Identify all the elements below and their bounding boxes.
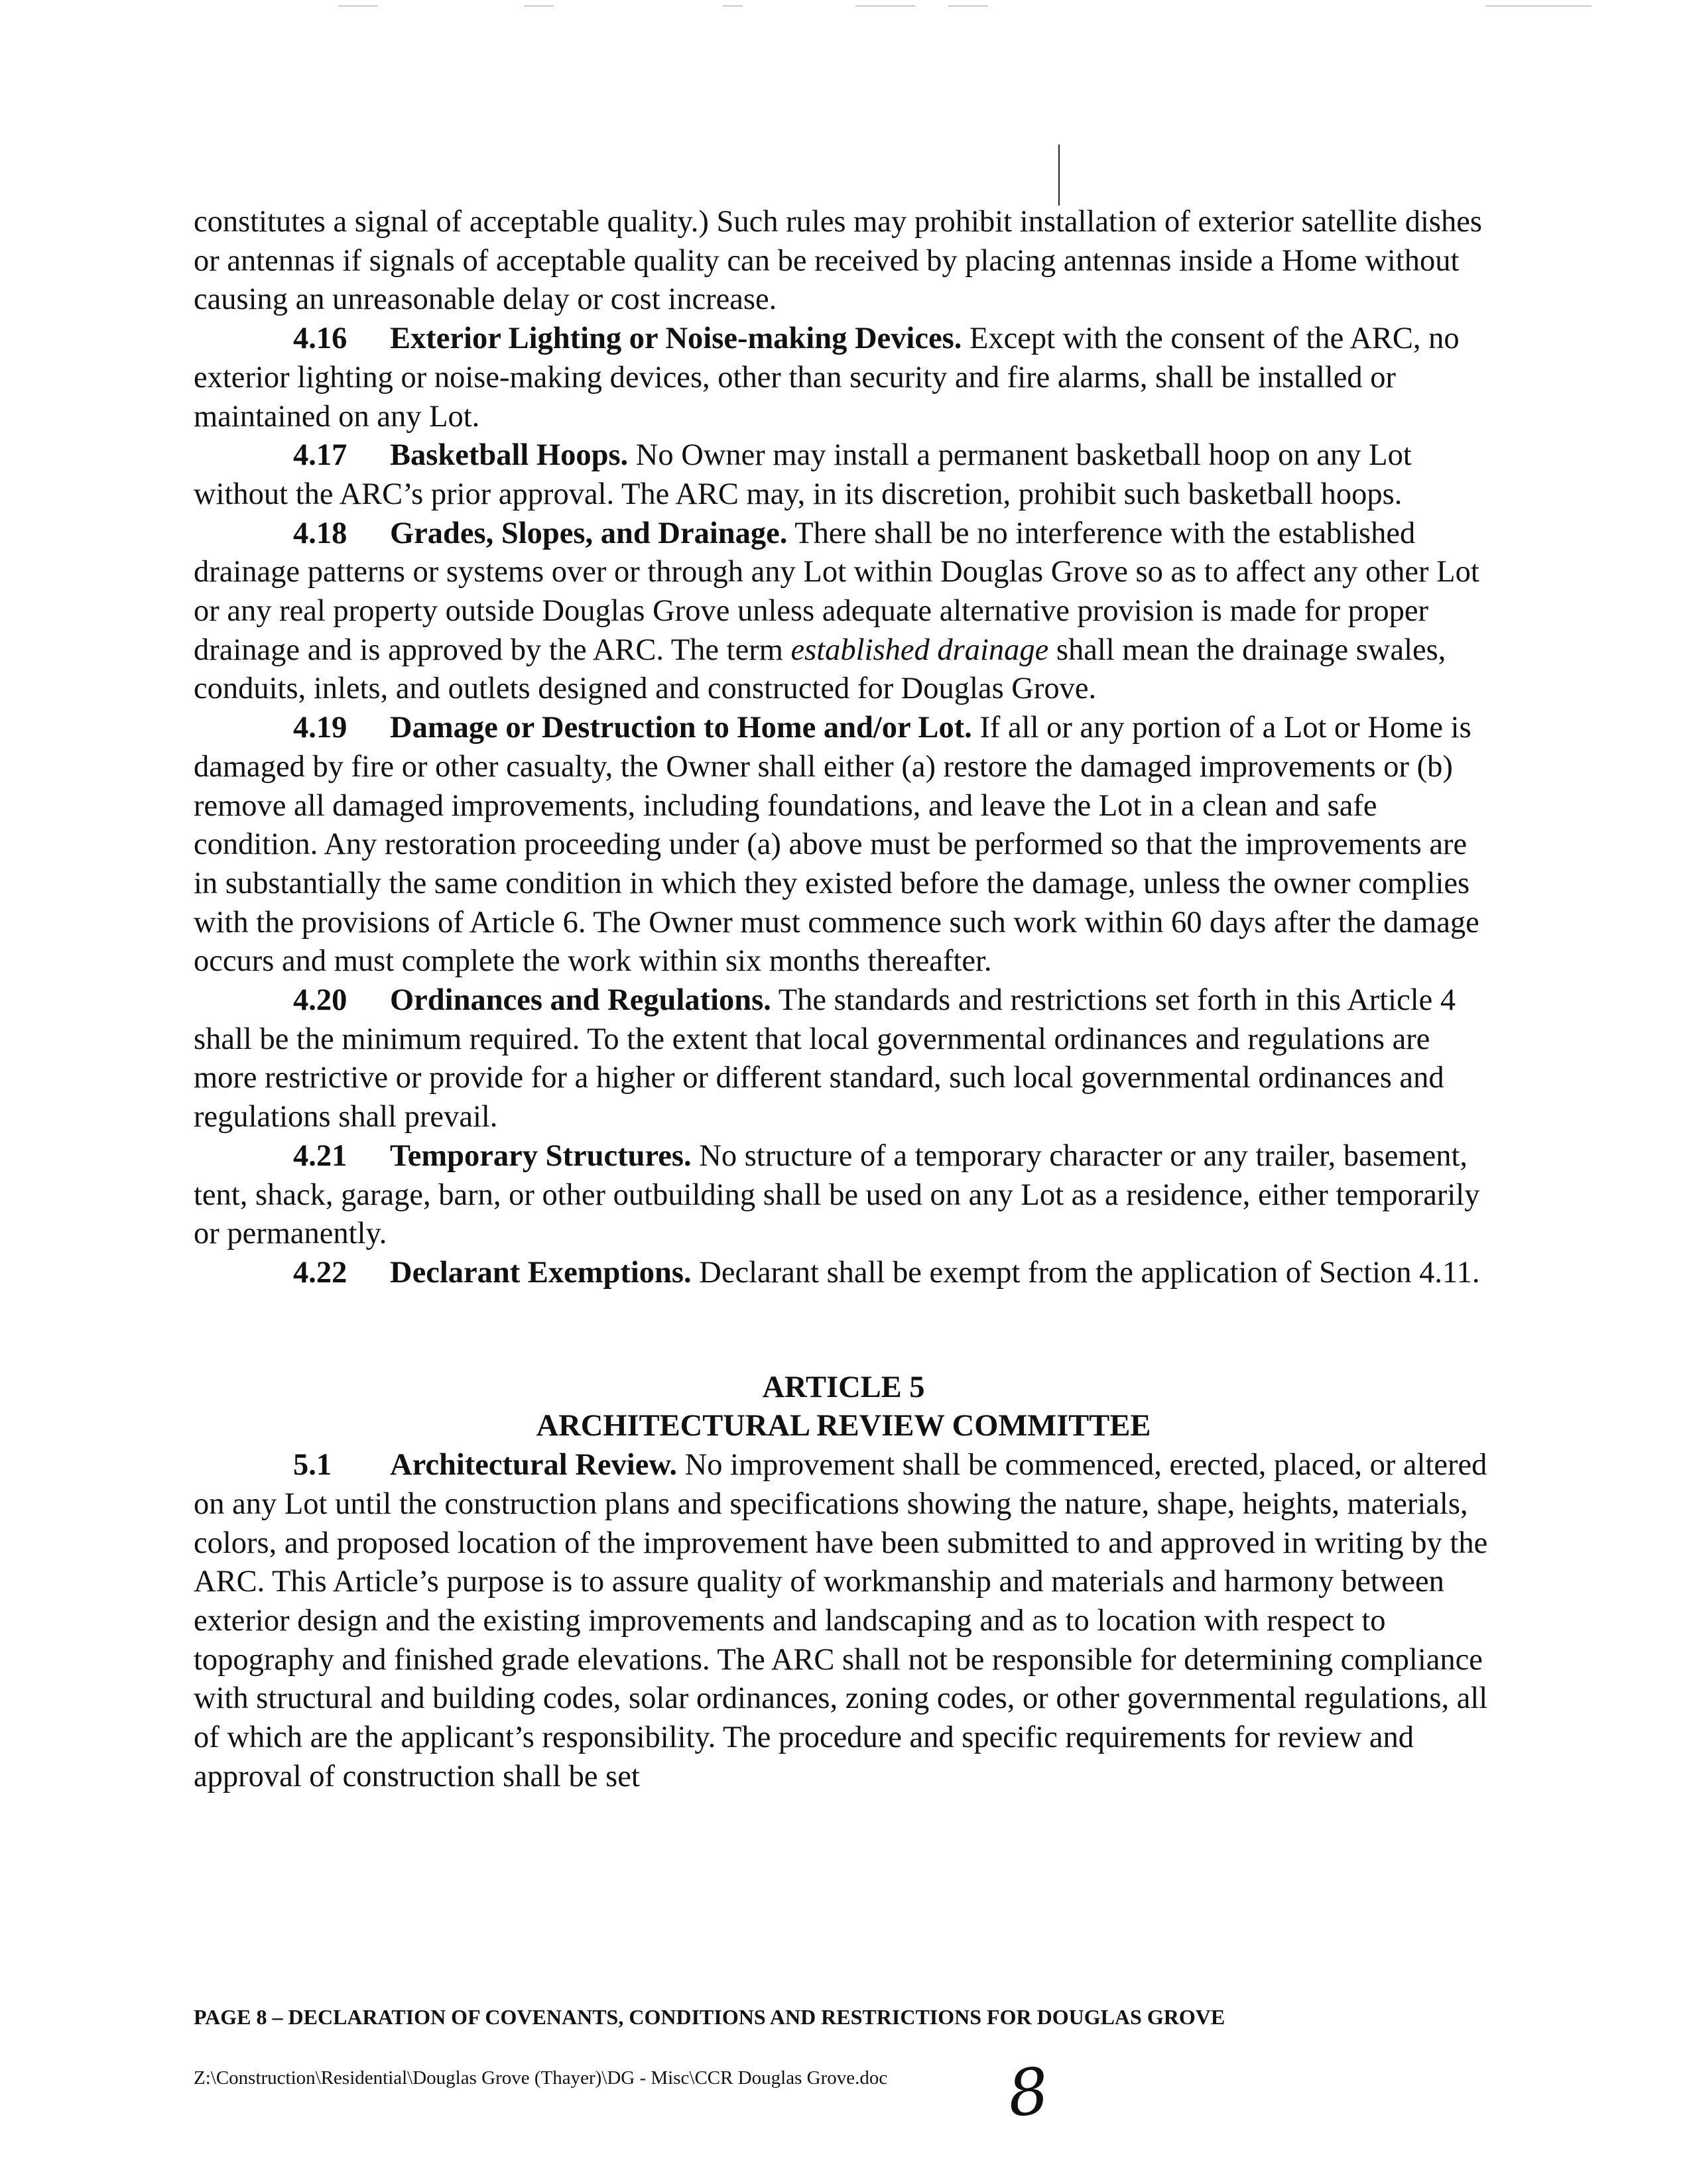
handwritten-page-number: 8: [1004, 2053, 1052, 2132]
scan-mark: [338, 5, 378, 7]
section-title: Architectural Review.: [390, 1448, 678, 1483]
section-4-20: [194, 981, 1493, 1137]
section-number: 4.21: [293, 1138, 347, 1173]
section-text: If all or any portion of a Lot or Home is damaged by fire or other casualty, the Owner shall either (a) restore the damaged improvements or (b) remove all damaged improvements, including foundations, and leave the Lot in a clean and safe condition. Any restoration proceeding under (a) above must be performed so that the improvements are in substantially the same condition in which they existed before the damage, unless the owner complies with the provisions of Article 6. The Owner must commence such work within 60 days after the damage occurs and must complete the work within six months thereafter.: [194, 711, 1479, 979]
section-number: 4.18: [293, 516, 347, 550]
scan-mark: [948, 5, 988, 7]
section-number: 4.16: [293, 322, 347, 356]
section-text: Except with the consent of the ARC, no exterior lighting or noise-making devices, other than security and fire alarms, shall be installed or maintained on any Lot.: [194, 322, 1460, 434]
section-number: 4.20: [293, 983, 347, 1018]
section-text: There shall be no interference with the established drainage patterns or systems over or through any Lot within Douglas Grove so as to affect any other Lot or any real property outside Douglas Grove unless adequate alternative provision is made for proper drainage and is approved by the ARC. The term: [194, 516, 1479, 667]
section-4-22: [194, 1254, 1493, 1293]
section-text: No Owner may install a permanent basketball hoop on any Lot without the ARC’s prior approval. The ARC may, in its discretion, prohibit such basketball hoops.: [194, 438, 1412, 511]
section-title: Basketball Hoops.: [390, 438, 629, 473]
scan-mark: [855, 5, 915, 7]
section-text: The standards and restrictions set forth in this Article 4 shall be the minimum required. To the extent that local governmental ordinances and regulations are more restrictive or provide for a higher or different standard, such local governmental ordinances and regulations shall prevail.: [194, 983, 1456, 1134]
section-title: Damage or Destruction to Home and/or Lot.: [390, 711, 972, 745]
section-number: 5.1: [293, 1448, 332, 1483]
defined-term: established drainage: [790, 633, 1049, 667]
section-title: Temporary Structures.: [390, 1138, 692, 1173]
scan-artifacts: [0, 5, 1687, 9]
section-text: No structure of a temporary character or any trailer, basement, tent, shack, garage, barn, or other outbuilding shall be used on any Lot as a residence, either temporarily or permanently.: [194, 1138, 1480, 1251]
section-title: Exterior Lighting or Noise-making Devices.: [390, 322, 962, 356]
section-4-17: [194, 436, 1493, 514]
section-text: Declarant shall be exempt from the application of Section 4.11.: [691, 1255, 1480, 1290]
section-number: 4.19: [293, 711, 347, 745]
section-4-21: [194, 1137, 1493, 1254]
section-title: Declarant Exemptions.: [390, 1255, 692, 1290]
intro-paragraph: constitutes a signal of acceptable quality.) Such rules may prohibit installation of exterior satellite dishes or antennas if signals of acceptable quality can be received by placing antennas inside a Home without causing an unreasonable delay or cost increase.: [194, 205, 1483, 317]
section-4-19: [194, 709, 1493, 981]
scan-mark: [1485, 5, 1592, 7]
section-title: Ordinances and Regulations.: [390, 983, 771, 1018]
section-5-1: [194, 1446, 1493, 1796]
document-body: [194, 203, 1493, 1796]
section-text: No improvement shall be commenced, erected, placed, or altered on any Lot until the construction plans and specifications showing the nature, shape, heights, materials, colors, and proposed location of the improvement have been submitted to and approved in writing by the ARC. This Article’s purpose is to assure quality of workmanship and materials and harmony between exterior design and the existing improvements and landscaping and as to location with respect to topography and finished grade elevations. The ARC shall not be responsible for determining compliance with structural and building codes, solar ordinances, zoning codes, or other governmental regulations, all of which are the applicant’s responsibility. The procedure and specific requirements for review and approval of construction shall be set: [194, 1448, 1488, 1793]
text-cursor-mark: [1058, 145, 1060, 206]
file-path: Z:\Construction\Residential\Douglas Grove (Thayer)\DG - Misc\CCR Douglas Grove.doc: [194, 2067, 888, 2089]
page-footer: PAGE 8 – DECLARATION OF COVENANTS, CONDITIONS AND RESTRICTIONS FOR DOUGLAS GROVE: [194, 2005, 1225, 2029]
section-4-16: [194, 320, 1493, 436]
spacer: [194, 1293, 1493, 1368]
section-number: 4.17: [293, 438, 347, 473]
scan-mark: [723, 5, 743, 7]
scan-mark: [524, 5, 554, 7]
section-text-continued: shall mean the drainage swales, conduits, inlets, and outlets designed and constructed for Douglas Grove.: [194, 633, 1446, 706]
article-heading: ARTICLE 5: [762, 1370, 925, 1404]
section-number: 4.22: [293, 1255, 347, 1290]
article-subheading: ARCHITECTURAL REVIEW COMMITTEE: [536, 1409, 1151, 1443]
section-title: Grades, Slopes, and Drainage.: [390, 516, 788, 550]
section-4-18: [194, 515, 1493, 709]
